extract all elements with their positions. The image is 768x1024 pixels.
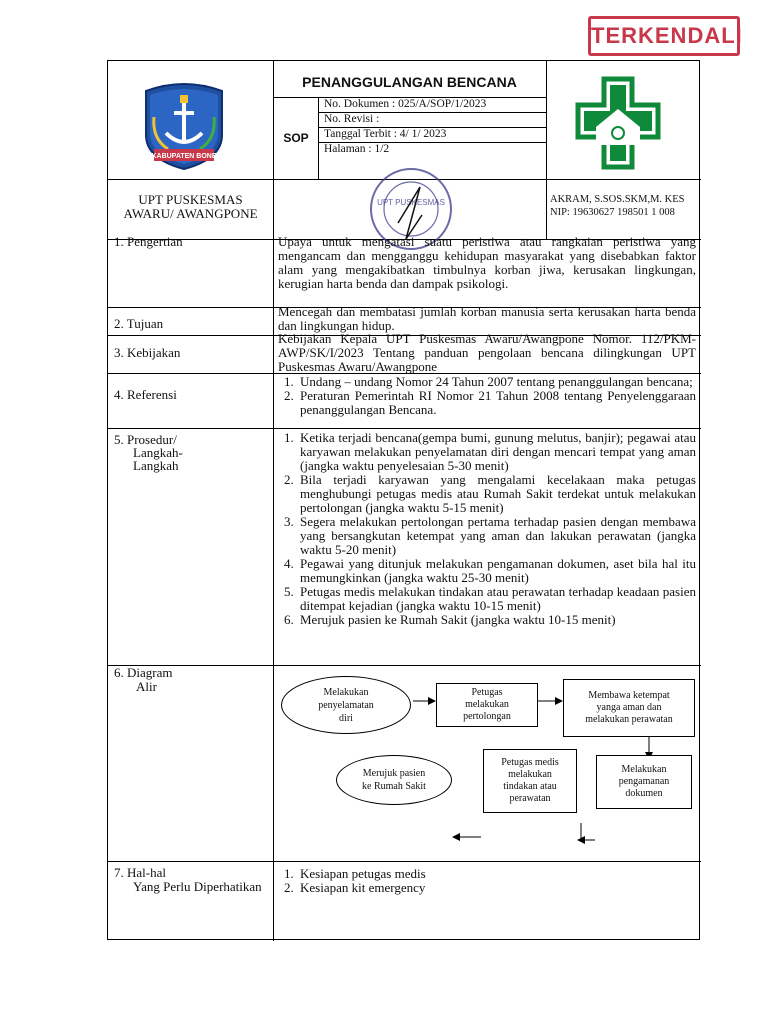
page-number: Halaman : 1/2 [324,143,390,155]
list-item: 4. Pegawai yang ditunjuk melakukan pengamanan dokumen, aset bila hal itu memungkinkan (jangka waktu 25-30 menit) [284,556,696,585]
section-3-label: 3. Kebijakan [114,345,181,360]
flow-node-assist: Petugas melakukan pertolongan [436,683,538,727]
list-item: 2. Kesiapan kit emergency [284,880,426,895]
list-item: 1. Ketika terjadi bencana(gempa bumi, gunung melutus, banjir); pegawai atau karyawan melakukan penyelamatan diri dengan mencari tempat yang aman (jangka waktu penyelesaian 5-30 menit) [284,430,696,473]
section-7-label-2: Yang Perlu Diperhatikan [133,879,262,894]
section-5-list [278,431,696,627]
org-name-line2: AWARU/ AWANGPONE [123,206,258,221]
list-item: 5. Petugas medis melakukan tindakan atau perawatan terhadap keadaan pasien ditempat kejadian (jangka waktu 10-15 menit) [284,584,696,613]
flow-node-evacuate: Melakukan penyelamatan diri [281,676,411,734]
list-item: 1. Undang – undang Nomor 24 Tahun 2007 tentang penanggulangan bencana; [284,374,693,389]
flow-node-move-to-safety: Membawa ketempat yanga aman dan melakukan perawatan [563,679,695,737]
section-2-text: Mencegah dan membatasi jumlah korban manusia serta kerusakan harta benda dan lingkungan hidup. [278,304,696,333]
doc-number: No. Dokumen : 025/A/SOP/1/2023 [324,98,487,110]
list-item: 2. Bila terjadi karyawan yang mengalami kecelakaan maka petugas menghubungi petugas medis atau Rumah Sakit terdekat untuk melakukan pertolongan (jangka waktu 5-15 menit) [284,472,696,515]
signer-name: AKRAM, S.SOS.SKM,M. KES [550,194,685,205]
sop-document-table [107,60,700,940]
kabupaten-bone-logo [136,77,232,173]
revision-number: No. Revisi : [324,113,380,125]
section-4-label: 4. Referensi [114,387,177,402]
flow-node-secure-documents: Melakukan pengamanan dokumen [596,755,692,809]
document-title: PENANGGULANGAN BENCANA [302,74,517,90]
list-item: 3. Segera melakukan pertolongan pertama terhadap pasien dengan membawa yang bersangkutan ketempat yang aman dan lakukan perawatan (jangka waktu 5-20 menit) [284,514,696,557]
section-7-list [278,867,696,895]
logo-label: KABUPATEN BONE [151,153,217,160]
seal-center-text: UPT PUSKESMAS [377,198,445,207]
terkendali-stamp: TERKENDALI [588,16,740,56]
flow-node-medical-action: Petugas medis melakukan tindakan atau perawatan [483,749,577,813]
section-3-text: Kebijakan Kepala UPT Puskesmas Awaru/Awangpone Nomor. 112/PKM-AWP/SK/I/2023 Tentang panduan pengolaan bencana dilingkungan UPT Puskesmas Awaru/Awangpone [278,331,696,374]
list-item: 2. Peraturan Pemerintah RI Nomor 21 Tahun 2008 tentang Penyelenggaraan penanggulangan Bencana. [284,388,696,417]
section-6-label-1: 6. Diagram [114,665,173,680]
section-6-label-2: Alir [136,679,157,694]
section-4-list [278,375,696,417]
section-1-label: 1. Pengertian [114,234,183,249]
list-item: 1. Kesiapan petugas medis [284,866,426,881]
section-1-text: Upaya untuk mengatasi suatu peristiwa atau rangkaian peristiwa yang mengancam dan mengganggu kehidupan masyarakat yang disebabkan faktor alam yang mengakibatkan timbulnya korban jiwa, kerusakan lingkungan, kerugian harta benda dan dampak psikologi. [278,234,696,291]
org-name-line1: UPT PUSKESMAS [138,192,243,207]
section-5-label-1: 5. Prosedur/ [114,432,177,447]
section-5-label-2: Langkah- [133,445,183,460]
signer-nip: NIP: 19630627 198501 1 008 [550,207,675,218]
flow-node-refer-hospital: Merujuk pasien ke Rumah Sakit [336,755,452,805]
section-7-label-1: 7. Hal-hal [114,865,166,880]
section-5-label-3: Langkah [133,458,179,473]
sop-label: SOP [283,131,309,145]
list-item: 6. Merujuk pasien ke Rumah Sakit (jangka waktu 10-15 menit) [284,612,616,627]
puskesmas-logo [566,75,670,171]
issue-date: Tanggal Terbit : 4/ 1/ 2023 [324,128,447,140]
section-2-label: 2. Tujuan [114,316,164,331]
